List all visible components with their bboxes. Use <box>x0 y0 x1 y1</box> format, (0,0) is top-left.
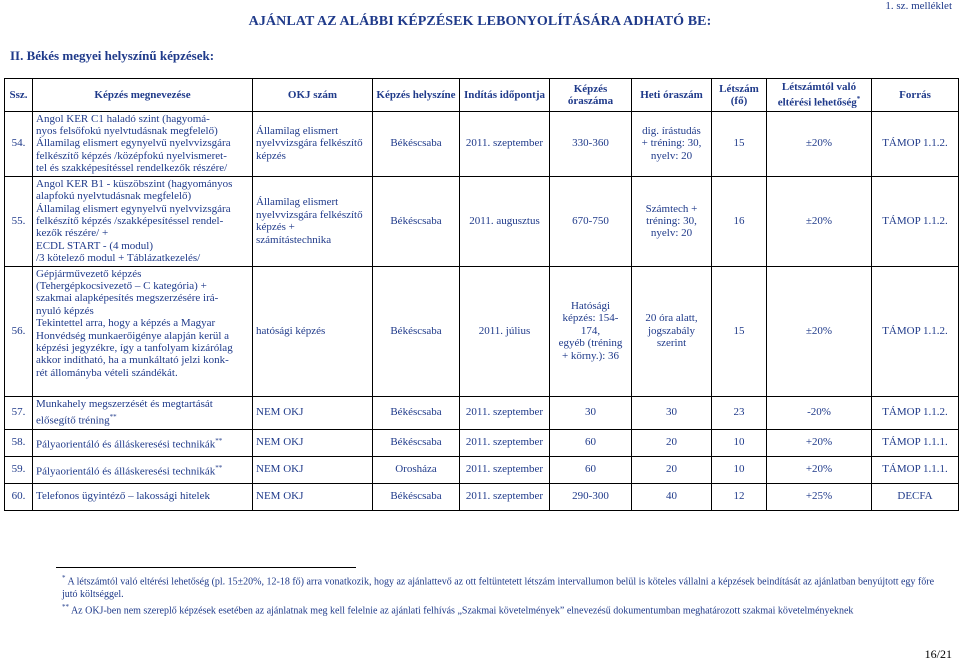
training-hours: Hatósági képzés: 154- 174, egyéb (tréning + körny.): 36 <box>550 266 632 396</box>
headcount-deviation: ±20% <box>767 176 872 266</box>
row-number: 60. <box>5 483 33 510</box>
training-name: Telefonos ügyintéző – lakossági hitelek <box>33 483 253 510</box>
table-row <box>5 266 959 396</box>
header-start: Indítás időpontja <box>460 79 550 112</box>
table-row <box>5 176 959 266</box>
training-location: Békéscsaba <box>373 111 460 176</box>
header-ssz: Ssz. <box>5 79 33 112</box>
weekly-hours: Számtech + tréning: 30, nyelv: 20 <box>632 176 712 266</box>
training-location: Békéscsaba <box>373 396 460 429</box>
section-title: II. Békés megyei helyszínű képzések: <box>10 48 215 63</box>
weekly-hours: 40 <box>632 483 712 510</box>
start-date: 2011. szeptember <box>460 429 550 456</box>
header-row <box>5 79 959 112</box>
row-number: 55. <box>5 176 33 266</box>
header-name: Képzés megnevezése <box>33 79 253 112</box>
training-hours: 60 <box>550 456 632 483</box>
headcount: 15 <box>712 111 767 176</box>
headcount-deviation: +25% <box>767 483 872 510</box>
okj-number: hatósági képzés <box>253 266 373 396</box>
row-number: 54. <box>5 111 33 176</box>
footnote-2: ** Az OKJ-ben nem szereplő képzések esetében az ajánlatnak meg kell felelnie az ajánlati felhívás „Szakmai követelmények” elnevezésű dokumentumban meghatározott szakmai követelményeknek <box>62 603 854 617</box>
table-row <box>5 111 959 176</box>
training-location: Orosháza <box>373 456 460 483</box>
row-number: 59. <box>5 456 33 483</box>
okj-number: Államilag elismert nyelvvizsgára felkészítő képzés + számítástechnika <box>253 176 373 266</box>
okj-number: NEM OKJ <box>253 396 373 429</box>
funding-source: TÁMOP 1.1.2. <box>872 396 959 429</box>
training-hours: 670-750 <box>550 176 632 266</box>
footnote-mark: ** <box>215 436 223 445</box>
funding-source: TÁMOP 1.1.1. <box>872 429 959 456</box>
training-table <box>4 78 959 511</box>
okj-number: NEM OKJ <box>253 429 373 456</box>
headcount: 16 <box>712 176 767 266</box>
start-date: 2011. szeptember <box>460 456 550 483</box>
start-date: 2011. július <box>460 266 550 396</box>
headcount: 10 <box>712 456 767 483</box>
training-location: Békéscsaba <box>373 266 460 396</box>
table-row <box>5 429 959 456</box>
weekly-hours: 30 <box>632 396 712 429</box>
okj-number: NEM OKJ <box>253 483 373 510</box>
funding-source: TÁMOP 1.1.2. <box>872 266 959 396</box>
headcount-deviation: ±20% <box>767 266 872 396</box>
page-number: 16/21 <box>924 647 952 661</box>
row-number: 58. <box>5 429 33 456</box>
training-location: Békéscsaba <box>373 483 460 510</box>
training-hours: 30 <box>550 396 632 429</box>
footnote-mark: ** <box>215 463 223 472</box>
start-date: 2011. szeptember <box>460 111 550 176</box>
weekly-hours: 20 <box>632 429 712 456</box>
weekly-hours: 20 óra alatt, jogszabály szerint <box>632 266 712 396</box>
okj-number: NEM OKJ <box>253 456 373 483</box>
header-deviation: Létszámtól való eltérési lehetőség* <box>767 79 872 112</box>
okj-number: Államilag elismert nyelvvizsgára felkészítő képzés <box>253 111 373 176</box>
header-source: Forrás <box>872 79 959 112</box>
footnote-mark: ** <box>109 412 117 421</box>
start-date: 2011. szeptember <box>460 483 550 510</box>
training-name: Pályaorientáló és álláskeresési technikák** <box>33 429 253 456</box>
headcount: 12 <box>712 483 767 510</box>
start-date: 2011. szeptember <box>460 396 550 429</box>
footnotes <box>62 572 942 618</box>
header-okj: OKJ szám <box>253 79 373 112</box>
weekly-hours: dig. írástudás + tréning: 30, nyelv: 20 <box>632 111 712 176</box>
training-hours: 60 <box>550 429 632 456</box>
training-location: Békéscsaba <box>373 176 460 266</box>
training-name: Munkahely megszerzését és megtartását elősegítő tréning** <box>33 396 253 429</box>
footnote-separator <box>56 567 356 568</box>
header-weekly: Heti óraszám <box>632 79 712 112</box>
headcount-deviation: +20% <box>767 456 872 483</box>
funding-source: TÁMOP 1.1.2. <box>872 111 959 176</box>
training-name: Pályaorientáló és álláskeresési technikák** <box>33 456 253 483</box>
table-row <box>5 396 959 429</box>
funding-source: TÁMOP 1.1.2. <box>872 176 959 266</box>
document-title: AJÁNLAT AZ ALÁBBI KÉPZÉSEK LEBONYOLÍTÁSÁRA ADHATÓ BE: <box>248 14 712 29</box>
table-row <box>5 456 959 483</box>
headcount: 10 <box>712 429 767 456</box>
table-row <box>5 483 959 510</box>
row-number: 56. <box>5 266 33 396</box>
training-name: Angol KER B1 - küszöbszint (hagyományos alapfokú nyelvtudásnak megfelelő) Államilag elismert egynyelvű nyelvvizsgára felkészítő képzés /szakképesítéssel rendel- kezők részére/ + ECDL START - (4 modul) /3 kötelező modul + Táblázatkezelés/ <box>33 176 253 266</box>
headcount-deviation: +20% <box>767 429 872 456</box>
training-hours: 330-360 <box>550 111 632 176</box>
header-headcount: Létszám (fő) <box>712 79 767 112</box>
header-hours: Képzés óraszáma <box>550 79 632 112</box>
funding-source: TÁMOP 1.1.1. <box>872 456 959 483</box>
funding-source: DECFA <box>872 483 959 510</box>
training-name: Angol KER C1 haladó szint (hagyomá- nyos felsőfokú nyelvtudásnak megfelelő) Államilag elismert egynyelvű nyelvvizsgára felkészítő képzés /középfokú nyelvismeret- tel és szakképesítéssel rendelkezők részére/ <box>33 111 253 176</box>
start-date: 2011. augusztus <box>460 176 550 266</box>
training-hours: 290-300 <box>550 483 632 510</box>
headcount: 15 <box>712 266 767 396</box>
row-number: 57. <box>5 396 33 429</box>
training-name: Gépjárművezető képzés (Tehergépkocsivezető – C kategória) + szakmai alapképesítés megszerzésére irá- nyuló képzés Tekintettel arra, hogy a képzés a Magyar Honvédség munkaerőigénye alapján kerül a képzési jegyzékre, így a tanfolyam kizárólag akkor indítható, ha a munkáltató jelzi konk- rét állományba vételi szándékát. <box>33 266 253 396</box>
footnote-1: * A létszámtól való eltérési lehetőség (pl. 15±20%, 12-18 fő) arra vonatkozik, hogy az ajánlattevő az ott feltüntetett létszám intervallumon belül is köteles vállalni a képzések beindítását az ajánlatban benyújtott egy főre jutó költséggel. <box>62 574 935 600</box>
training-location: Békéscsaba <box>373 429 460 456</box>
headcount-deviation: -20% <box>767 396 872 429</box>
weekly-hours: 20 <box>632 456 712 483</box>
header-location: Képzés helyszíne <box>373 79 460 112</box>
annex-label: 1. sz. melléklet <box>885 0 952 12</box>
headcount-deviation: ±20% <box>767 111 872 176</box>
headcount: 23 <box>712 396 767 429</box>
